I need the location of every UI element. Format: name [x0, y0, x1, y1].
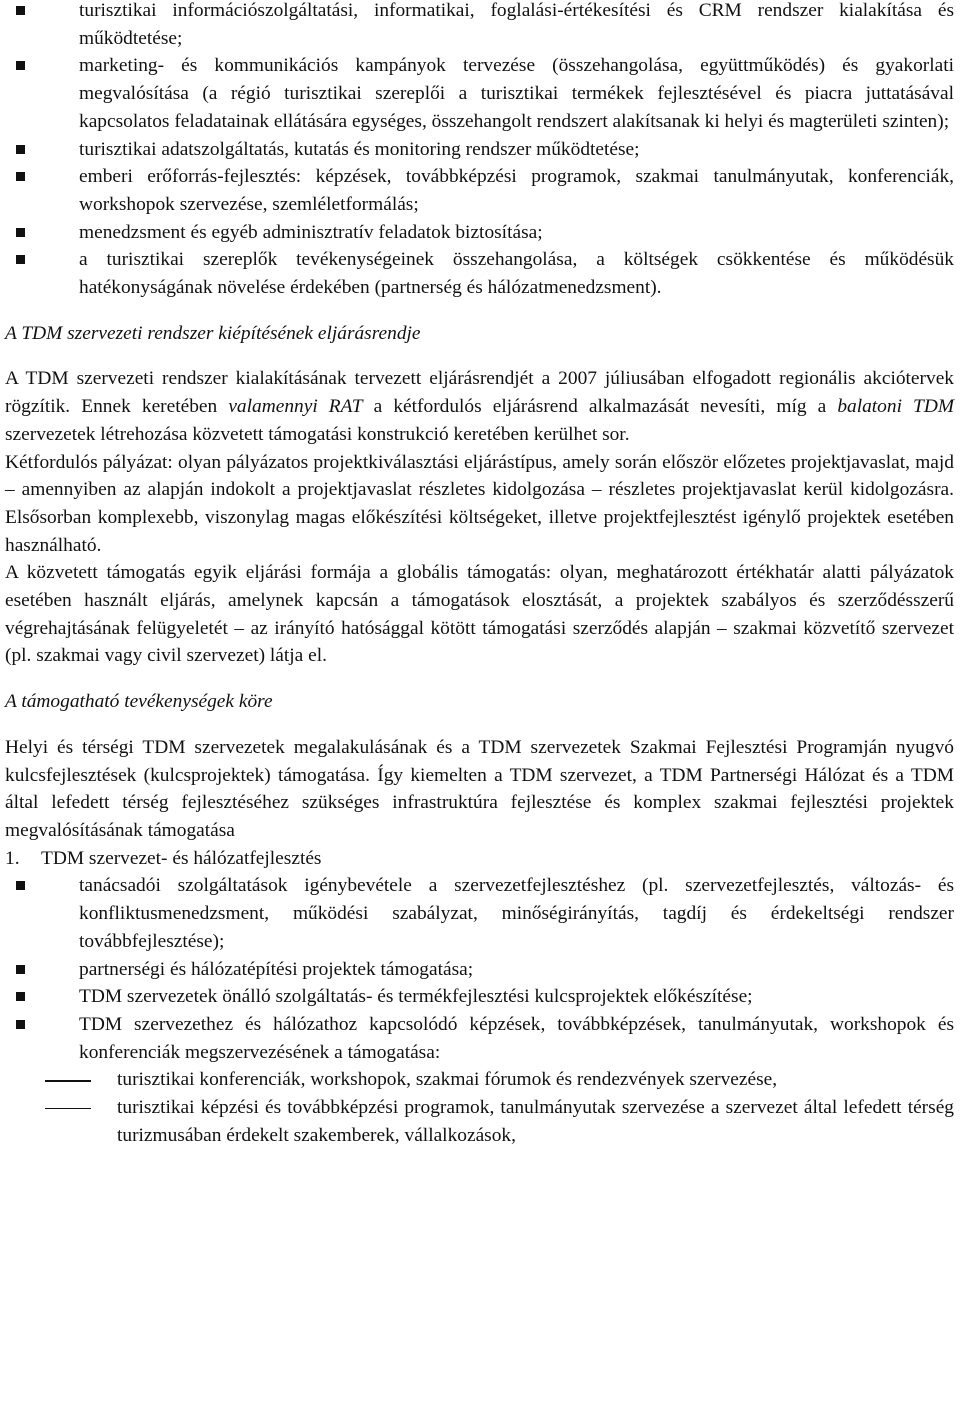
paragraph-supported-activities: Helyi és térségi TDM szervezetek megalakulásának és a TDM szervezetek Szakmai Fejlesztési Programján nyugvó kulcsfejlesztések (kulcsprojektek) támogatása. Így kiemelten a TDM szervezet, a TDM Partnerségi Hálózat és a TDM által lefedett térség fejlesztéséhez szükséges infrastruktúra fejlesztése és komplex szakmai fejlesztési projektek megvalósításának támogatása — [5, 736, 954, 841]
list-item: partnerségi és hálózatépítési projektek támogatása; — [5, 956, 954, 984]
paragraph-procedure — [5, 365, 954, 448]
activity-bullet-list — [5, 872, 954, 1066]
list-item: TDM szervezethez és hálózathoz kapcsolódó képzések, továbbképzések, tanulmányutak, workshopok és konferenciák megszervezésének a támogatása: — [5, 1011, 954, 1066]
text-run: A TDM szervezeti rendszer kialakításának tervezett eljárásrendjét a 2007 júliusában elfogadott regionális akciótervek rögzítik. Ennek keretében — [5, 368, 954, 418]
italic-run: valamennyi RAT — [228, 396, 363, 418]
paragraph-indirect-support: A közvetett támogatás egyik eljárási formája a globális támogatás: olyan, meghatározott értékhatár alatti pályázatok esetében használt eljárás, amelynek kapcsán a támogatások elosztását, a projektek szabályos és szerződésszerű végrehajtásának felügyeletét – az irányító hatósággal kötött támogatási szerződés alapján – szakmai közvetítő szervezet (pl. szakmai vagy civil szervezet) látja el. — [5, 562, 954, 667]
list-item: turisztikai információszolgáltatási, informatikai, foglalási-értékesítési és CRM rendszer kialakítása és működtetése; — [5, 0, 954, 52]
text-run: a kétfordulós eljárásrend alkalmazását nevesíti, míg a — [362, 396, 838, 418]
section-heading-supported-activities: A támogatható tevékenységek köre — [5, 691, 273, 713]
list-item: marketing- és kommunikációs kampányok tervezése (összehangolása, együttműködés) és gyakorlati megvalósítása (a régió turisztikai szereplői a turisztikai termékek fejlesztésével és piacra juttatásával kapcsolatos feladatainak ellátására egységes, összehangolt rendszert alakítsanak ki helyi és magterületi szinten); — [5, 52, 954, 135]
top-bullet-list — [5, 0, 954, 302]
numbered-item — [5, 845, 954, 873]
dash-list — [5, 1066, 954, 1149]
dash-item: turisztikai képzési és továbbképzési programok, tanulmányutak szervezése a szervezet által lefedett térség turizmusában érdekelt szakemberek, vállalkozások, — [5, 1094, 954, 1149]
list-item: TDM szervezetek önálló szolgáltatás- és termékfejlesztési kulcsprojektek előkészítése; — [5, 983, 954, 1011]
item-number: 1. — [5, 847, 20, 869]
list-item: turisztikai adatszolgáltatás, kutatás és monitoring rendszer működtetése; — [5, 136, 954, 164]
italic-run: balatoni TDM — [837, 396, 954, 418]
list-item: emberi erőforrás-fejlesztés: képzések, továbbképzési programok, szakmai tanulmányutak, konferenciák, workshopok szervezése, szemléletformálás; — [5, 163, 954, 218]
paragraph-two-round-tender: Kétfordulós pályázat: olyan pályázatos projektkiválasztási eljárástípus, amely során először előzetes projektjavaslat, majd – amennyiben az alapján indokolt a projektjavaslat részletes kidolgozása – részletes projektjavaslat kerül kidolgozásra. Elsősorban komplexebb, viszonylag magas előkészítési költségeket, illetve projektfejlesztést igénylő projektek esetében használható. — [5, 451, 954, 556]
section-heading-procedure: A TDM szervezeti rendszer kiépítésének eljárásrendje — [5, 322, 421, 344]
list-item: tanácsadói szolgáltatások igénybevétele a szervezetfejlesztéshez (pl. szervezetfejlesztés, változás- és konfliktusmenedzsment, működési szabályzat, minőségirányítás, tagdíj és érdekeltségi rendszer továbbfejlesztése); — [5, 872, 954, 955]
list-item: menedzsment és egyéb adminisztratív feladatok biztosítása; — [5, 219, 954, 247]
list-item: a turisztikai szereplők tevékenységeinek összehangolása, a költségek csökkentése és működésük hatékonyságának növelése érdekében (partnerség és hálózatmenedzsment). — [5, 246, 954, 301]
text-run: szervezetek létrehozása közvetett támogatási konstrukció keretében kerülhet sor. — [5, 423, 630, 445]
item-label: TDM szervezet- és hálózatfejlesztés — [41, 847, 322, 869]
dash-item: turisztikai konferenciák, workshopok, szakmai fórumok és rendezvények szervezése, — [5, 1066, 954, 1094]
